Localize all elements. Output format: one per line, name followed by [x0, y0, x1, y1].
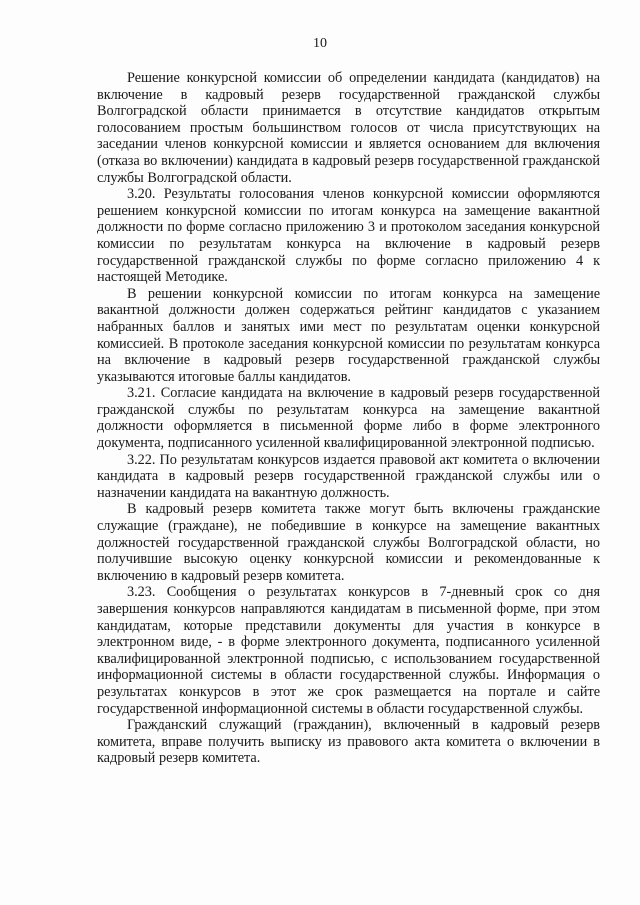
document-body — [97, 70, 600, 767]
paragraph-3-21: 3.21. Согласие кандидата на включение в кадровый резерв государственной гражданской службы по результатам конкурса на замещение вакантной должности оформляется в письменной форме либо в форме электронного документа, подписанного усиленной квалифицированной электронной подписью. — [97, 385, 600, 452]
paragraph-extract-right: Гражданский служащий (гражданин), включенный в кадровый резерв комитета, вправе получить выписку из правового акта комитета о включении в кадровый резерв комитета. — [97, 717, 600, 767]
paragraph-rating: В решении конкурсной комиссии по итогам конкурса на замещение вакантной должности должен содержаться рейтинг кандидатов с указанием набранных баллов и занятых ими мест по результатам оценки конкурсной комиссией. В протоколе заседания конкурсной комиссии по результатам конкурса на включение в кадровый резерв государственной гражданской службы указываются итоговые баллы кандидатов. — [97, 285, 600, 385]
paragraph-3-22: 3.22. По результатам конкурсов издается правовой акт комитета о включении кандидата в кадровый резерв государственной гражданской службы или о назначении кандидата на вакантную должность. — [97, 451, 600, 501]
paragraph-reserve-inclusion: В кадровый резерв комитета также могут быть включены гражданские служащие (граждане), не победившие в конкурсе на замещение вакантных должностей государственной гражданской службы Волгоградской области, но получившие высокую оценку конкурсной комиссии и рекомендованные к включению в кадровый резерв комитета. — [97, 501, 600, 584]
page-number: 10 — [313, 36, 327, 51]
paragraph-3-20: 3.20. Результаты голосования членов конкурсной комиссии оформляются решением конкурсной комиссии по итогам конкурса на замещение вакантной должности по форме согласно приложению 3 и протоколом заседания конкурсной комиссии по результатам конкурса на включение в кадровый резерв государственной гражданской службы по форме согласно приложению 4 к настоящей Методике. — [97, 186, 600, 286]
paragraph-3-23: 3.23. Сообщения о результатах конкурсов в 7-дневный срок со дня завершения конкурсов направляются кандидатам в письменной форме, при этом кандидатам, которые представили документы для участия в конкурсе в электронном виде, - в форме электронного документа, подписанного усиленной квалифицированной электронной подписью, с использованием государственной информационной системы в области государственной службы. Информация о результатах конкурсов в этот же срок размещается на портале и сайте государственной информационной системы в области государственной службы. — [97, 584, 600, 717]
paragraph-commission-decision: Решение конкурсной комиссии об определении кандидата (кандидатов) на включение в кадровый резерв государственной гражданской службы Волгоградской области принимается в отсутствие кандидатов открытым голосованием простым большинством голосов от числа присутствующих на заседании членов конкурсной комиссии и является основанием для включения (отказа во включении) кандидата в кадровый резерв государственной гражданской службы Волгоградской области. — [97, 70, 600, 186]
